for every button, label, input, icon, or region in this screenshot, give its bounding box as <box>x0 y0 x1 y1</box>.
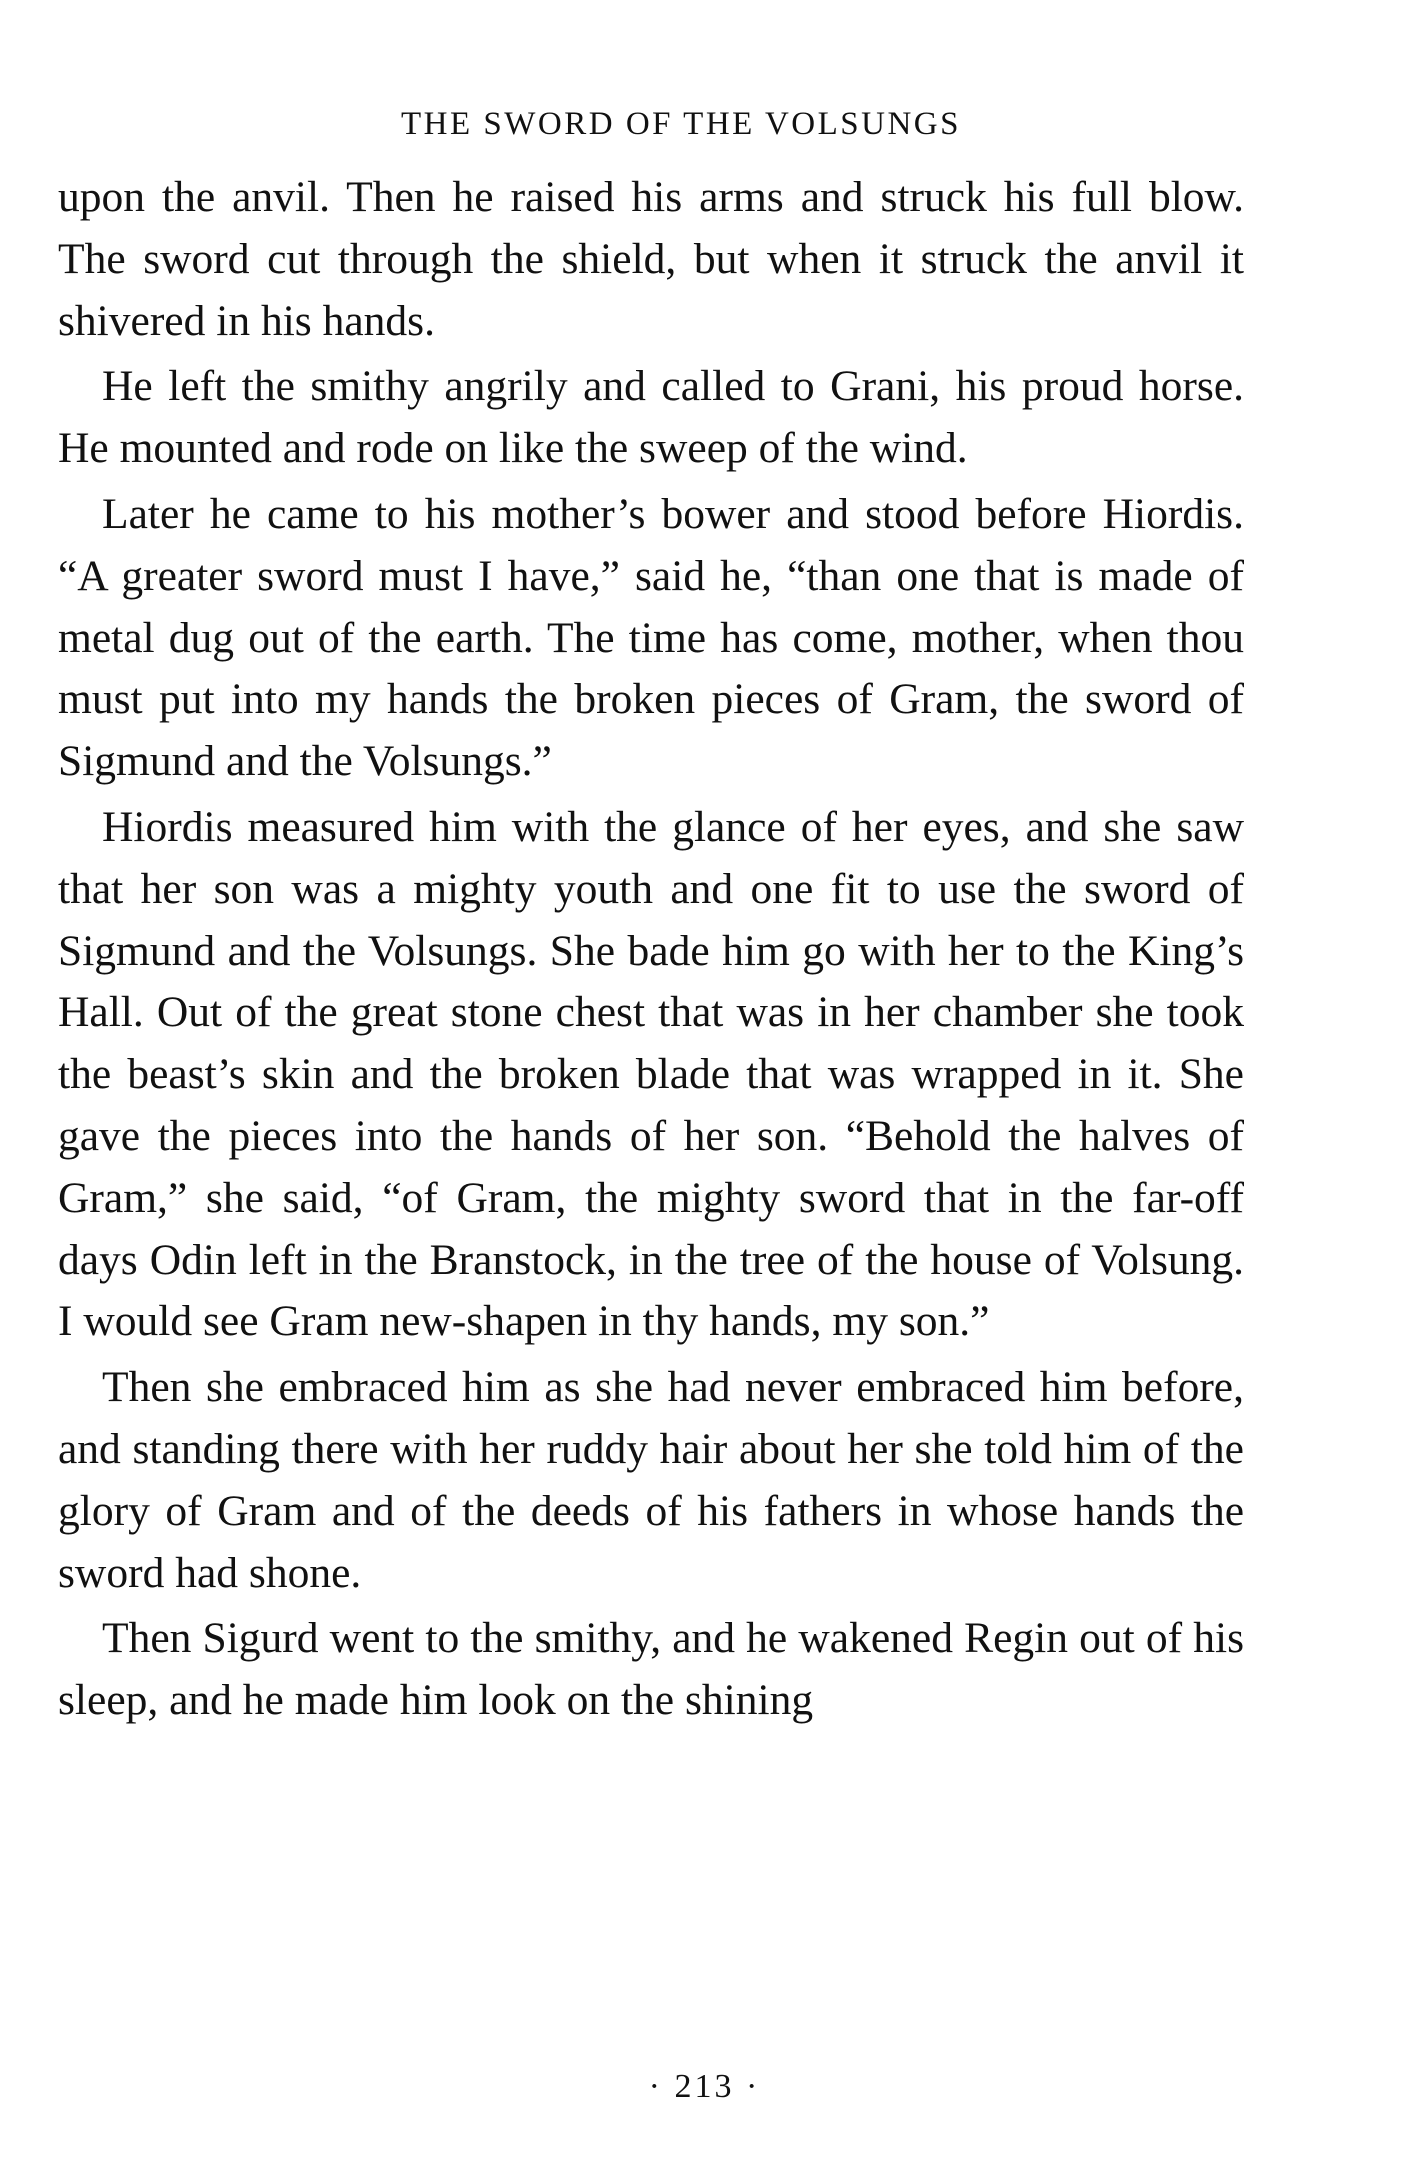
paragraph-6: Then Sigurd went to the smithy, and he wakened Regin out of his sleep, and he made him look on the shining <box>58 1614 1244 1725</box>
paragraph-5: Then she embraced him as she had never embraced him before, and standing there with her ruddy hair about her she told him of the glory of Gram and of the deeds of his fathers in whose hands the sword had shone. <box>58 1363 1244 1597</box>
paragraph-3: Later he came to his mother’s bower and stood before Hiordis. “A greater sword must I have,” said he, “than one that is made of metal dug out of the earth. The time has come, mother, when thou must put into my hands the broken pieces of Gram, the sword of Sigmund and the Volsungs.” <box>58 489 1244 786</box>
running-head: THE SWORD OF THE VOLSUNGS <box>401 106 961 142</box>
book-page <box>58 108 1244 1736</box>
page-number: · 213 · <box>648 2068 761 2105</box>
paragraph-1: upon the anvil. Then he raised his arms and struck his full blow. The sword cut through the shield, but when it struck the anvil it shivered in his hands. <box>58 173 1244 345</box>
body-text <box>58 167 1244 1732</box>
paragraph-2: He left the smithy angrily and called to Grani, his proud horse. He mounted and rode on like the sweep of the wind. <box>58 362 1244 473</box>
paragraph-4: Hiordis measured him with the glance of her eyes, and she saw that her son was a mighty youth and one fit to use the sword of Sigmund and the Volsungs. She bade him go with her to the King’s Hall. Out of the great stone chest that was in her chamber she took the beast’s skin and the broken blade that was wrapped in it. She gave the pieces into the hands of her son. “Behold the halves of Gram,” she said, “of Gram, the mighty sword that in the far-off days Odin left in the Branstock, in the tree of the house of Volsung. I would see Gram new-shapen in thy hands, my son.” <box>58 802 1244 1346</box>
